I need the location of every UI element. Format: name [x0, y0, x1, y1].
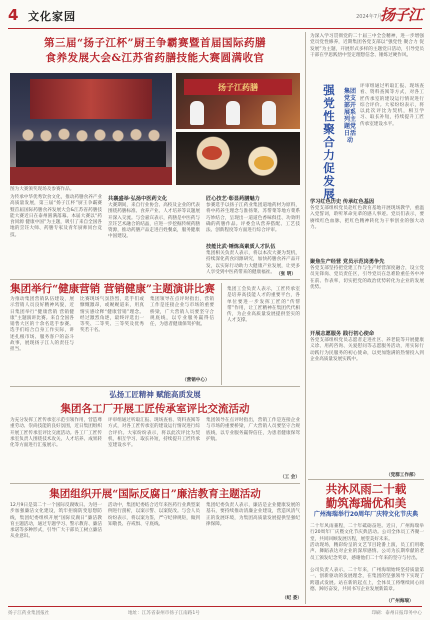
- story6-body-2: 活动现场，精彩纷呈的文艺节目轮番上演，员工们用歌声、舞蹈表达对企业的深厚感情。公司为长期奉献的老员工颁发纪念奖章，感谢他们二十年来的坚守与付出。: [310, 543, 424, 561]
- footer-printer: 印刷：泰州日报印务中心: [371, 611, 422, 616]
- page-header: [8, 6, 422, 29]
- chefs-photo: [176, 73, 300, 129]
- story2-body-1: 为推动集团营销队伍建设，展示营销人员良好精神风貌，近日集团举行“健康营销 营销健康”主题演讲比赛。来自全国各销售大区的十余名选手参赛。选手们结合自身工作实际，讲述扎根市场、服务客户的奋斗故事，展现扬子江人的责任与担当。: [10, 297, 74, 353]
- story5-body-1b: 评审组通过听取汇报、现场查看、资料查阅等方式，对各工匠传承室的建设运行情况进行综合评价。大家纷纷表示，将以此次评比为契机，相互学习、取长补短，持续提升工匠传承室建设水平。: [360, 84, 424, 127]
- issue-date: 2024年7月: [356, 14, 382, 20]
- story1-subhead-2: 匠心技艺·彰显药膳魅力: [206, 196, 260, 202]
- footer-publisher: 扬子江药业集团报社: [8, 611, 50, 616]
- story3-signature: （工 会）: [280, 475, 300, 480]
- story4-body-2: 活动中，集团纪委结合近年来医药行业典型案例进行剖析，以案示警、以案促改。与会人员纷纷表示，将以案为鉴，严守纪律规矩，做到知敬畏、存戒惧、守底线。: [108, 503, 200, 527]
- story2-body-2: 比赛现场气氛热烈，选手们或慷慨激昂，或娓娓道来，用真情实感诠释“健康营销”理念。经过激烈角逐，最终评选出一等奖、二等奖、三等奖及优秀奖若干名。: [80, 297, 144, 334]
- story2-headline: 集团举行“健康营销 营销健康”主题演讲比赛: [10, 283, 215, 295]
- dishes-photo: [176, 132, 300, 185]
- page-footer: [8, 606, 422, 616]
- story3-kicker: 弘扬工匠精神 赋能高质发展: [109, 390, 201, 399]
- story3-headline: 集团各工厂开展工匠传承室评比交流活动: [60, 403, 250, 415]
- story6-body-3: 公司负责人表示，二十年来，广州海瑞始终坚持质量第一、创新驱动的发展理念，在集团的坚强领导下实现了跨越式发展。站在新的起点上，全体员工将继续同心同德、踔厉奋发，共同书写企业发展新篇章。: [310, 568, 424, 592]
- story1-subhead-3: 技能比武·锤炼高素质人才队伍: [206, 244, 276, 250]
- section-title: 文化家园: [28, 10, 76, 23]
- story6-body-1: 二十年风雨兼程，二十年砥砺奋进。近日，广州海瑞举行20周年厂庆暨文化节庆典活动。公司全体员工齐聚一堂，共同回顾发展历程，展望美好未来。: [310, 524, 424, 542]
- story4-body-3: 集团纪委负责人表示，廉洁是企业健康发展的基石，要持续推动清廉企业建设，营造风清气正的发展环境，为集团高质量发展提供坚强纪律保障。: [206, 503, 300, 527]
- story1-body-2: 大赛期间，来自行业协会、高校及企业的代表围绕药膳标准、食养产业、人才培养等议题展开深入交流。与会嘉宾表示，药膳是中医药与烹饪艺术融合的结晶，应进一步挖掘传统药膳资源，推动药膳产品走进百姓餐桌，服务健康中国建设。: [108, 203, 200, 240]
- page-number: 4: [8, 6, 19, 24]
- story5-body-3: 各党支部坚持把党建工作与生产经营深度融合，设立党员先锋岗、党员责任区，引导党员在急难险重任务中冲在前、作表率，切实把党的政治优势转化为企业的发展优势。: [310, 266, 424, 290]
- story5-subhead-1: 学习红色历史 传承红色基因: [310, 199, 375, 205]
- story5-subhead-3: 开展志愿服务 践行初心使命: [310, 331, 375, 337]
- divider: [10, 279, 300, 280]
- story4-body-1: 12月9日是第二十一个国际反腐败日。为进一步加强廉洁文化建设，筑牢拒腐防变思想防线，集团纪委组织开展“国际反腐日”廉洁教育主题活动，通过专题学习、警示教育、廉洁承诺等多种形式，引导广大干部员工树立廉洁从业意识。: [10, 503, 102, 540]
- story5-subhead-2: 聚焦生产经营 党员示范岗勇争先: [310, 259, 385, 265]
- award-ceremony-photo: [10, 73, 172, 185]
- story4-headline: 集团组织开展“国际反腐日”廉洁教育主题活动: [49, 488, 261, 500]
- story1-body-3: 参赛选手以扬子江药业集团道地药材为原料，将中药养生理念与淮扬菜、苏帮菜等地方菜系巧妙结合，呈现出一道道色香味俱佳、功效明确的药膳作品。评委会从营养搭配、工艺技法、创新程度等方面进行综合评审。: [206, 203, 300, 234]
- story1-body-4: 集团相关负责人表示，将以本次大赛为契机，持续深化药食同源研究，加快药膳食养产品开发，以实际行动助力大健康产业发展，让更多人享受到中医药带来的健康福祉。: [206, 251, 300, 275]
- divider: [308, 479, 424, 480]
- story2-signature: （营销中心）: [182, 378, 210, 383]
- column-divider-right: [305, 32, 306, 604]
- story6-headline: 共沐风雨二十载 勤筑海瑞优和美 广州海瑞举行20周年厂庆特文化节庆典: [313, 482, 419, 518]
- story3-body-2: 评审组通过听取汇报、现场查看、资料查阅等方式，对各工匠传承室的建设运行情况进行综合评价。大家纷纷表示，将以此次评比为契机，相互学习、取长补短，持续提升工匠传承室建设水平。: [108, 418, 200, 449]
- photo-caption: 图为大赛颁奖现场及参赛作品。: [10, 187, 75, 192]
- story2-extra: 集团领导在点评时指出，营销工作是连接企业与市场的重要桥梁，广大营销人员要坚守合规底线，以专业服务赢得信任，为患者健康保驾护航。: [206, 418, 300, 442]
- story4-signature: （纪 委）: [282, 596, 302, 601]
- footer-address: 地址：江苏省泰州市扬子江南路1号: [128, 611, 200, 616]
- story1-subhead-1: 共襄盛举·弘扬中医药文化: [108, 196, 168, 202]
- story5-body-2: 各党支部组织党员赴红色教育基地开展现场教学，重温入党誓词，聆听革命先辈的感人事迹。党员们表示，要赓续红色血脉，把红色精神转化为干事创业的强大动力。: [310, 206, 424, 230]
- story3-body-1: 为充分发挥工匠传承室示范引领作用，营造尊重劳动、崇尚技能的良好氛围，近日集团组织开展工匠传承室评比交流活动。各工厂工匠传承室负责人围绕技术攻关、人才培养、成果转化等方面进行汇报展示。: [10, 418, 102, 449]
- story2-body-3: 集团领导在点评时指出，营销工作是连接企业与市场的重要桥梁，广大营销人员要坚守合规底线，以专业服务赢得信任，为患者健康保驾护航。: [150, 297, 214, 328]
- story3-body-3: 集团工会负责人表示，工匠传承室是培养高技能人才的重要平台，各单位要进一步发挥工匠的“传帮带”作用，让工匠精神在集团代代相传，为企业高质量发展提供坚实的人才支撑。: [227, 287, 300, 324]
- story5-body-1: 为深入学习贯彻党的二十届三中全会精神，进一步增强党员党性修养，近期集团各党支部以“强党性 聚合力 促发展”为主题，开展形式多样的主题党日活动，引导党员干部在学思践悟中坚定理想信念、锤炼过硬作风。: [310, 34, 424, 58]
- newspaper-page: 4 文化家园 2024年7月 扬子江 第三届“扬子江杯”厨王争霸赛暨首届国际药膳 食养发展大会&江苏省药膳技能大赛圆满收官 扬子江药膳 图为大赛颁奖现场及参赛作品。 为传承中华优秀饮食文化，推动药膳食养产业高质量发展，第三届“扬子江杯”厨王争霸赛暨首届国际药膳食养发展大会&江苏省药膳技能大赛近日在泰州圆满落幕。本届大赛以“药食同源 健康中国”为主题，吸引了来自全国各地的烹饪大师、药膳专家及青年厨师同台竞技。 共襄盛举·弘扬中医药文化 大赛期间，来自行业协会、高校及企业的代表围绕药膳标准、食养产业、人才培养等议题展开深入交流。与会嘉宾表示，药膳是中医药与烹饪艺术融合的结晶，应进一步挖掘传统药膳资源，推动药膳产品走进百姓餐桌，服务健康中国建设。 匠心技艺·彰显药膳魅力 参赛选手以扬子江药业集团道地药材为原料，将中药养生理念与淮扬菜、苏帮菜等地方菜系巧妙结合，呈现出一道道色香味俱佳、功效明确的药膳作品。评委会从营养搭配、工艺技法、创新程度等方面进行综合评审。 技能比武·锤炼高素质人才队伍 集团相关负责人表示，将以本次大赛为契机，持续深化药食同源研究，加快药膳食养产品开发，以实际行动助力大健康产业发展，让更多人享受到中医药带来的健康福祉。 （张 明） 集团举行“健康营销 营销健康”主题演讲比赛 为推动集团营销队伍建设，展示营销人员良好精神风貌，近日集团举行“健康营销 营销健康”主题演讲比赛。来自全国各销售大区的十余名选手参赛。选手们结合自身工作实际，讲述扎根市场、服务客户的奋斗故事，展现扬子江人的责任与担当。 比赛现场气氛热烈，选手们或慷慨激昂，或娓娓道来，用真情实感诠释“健康营销”理念。经过激烈角逐，最终评选出一等奖、二等奖、三等奖及优秀奖若干名。 集团领导在点评时指出，营销工作是连接企业与市场的重要桥梁，广大营销人员要坚守合规底线，以专业服务赢得信任，为患者健康保驾护航。 （营销中心） 集团工会负责人表示，工匠传承室是培养高技能人才的重要平台，各单位要进一步发挥工匠的“传帮带”作用，让工匠精神在集团代代相传，为企业高质量发展提供坚实的人才支撑。 弘扬工匠精神 赋能高质发展 集团各工厂开展工匠传承室评比交流活动 为充分发挥工匠传承室示范引领作用，营造尊重劳动、崇尚技能的良好氛围，近日集团组织开展工匠传承室评比交流活动。各工厂工匠传承室负责人围绕技术攻关、人才培养、成果转化等方面进行汇报展示。 评审组通过听取汇报、现场查看、资料查阅等方式，对各工匠传承室的建设运行情况进行综合评价。大家纷纷表示，将以此次评比为契机，相互学习、取长补短，持续提升工匠传承室建设水平。 集团领导在点评时指出，营销工作是连接企业与市场的重要桥梁，广大营销人员要坚守合规底线，以专业服务赢得信任，为患者健康保驾护航。 （工 会） 集团组织开展“国际反腐日”廉洁教育主题活动 12月9日是第二十一个国际反腐败日。为进一步加强廉洁文化建设，筑牢拒腐防变思想防线，集团纪委组织开展“国际反腐日”廉洁教育主题活动，通过专题学习、警示教育、廉洁承诺等多种形式，引导广大干部员工树立廉洁从业意识。 活动中，集团纪委结合近年来医药行业典型案例进行剖析，以案示警、以案促改。与会人员纷纷表示，将以案为鉴，严守纪律规矩，做到知敬畏、存戒惧、守底线。 集团纪委负责人表示，廉洁是企业健康发展的基石，要持续推动清廉企业建设，营造风清气正的发展环境，为集团高质量发展提供坚强纪律保障。 （纪 委） 为深入学习贯彻党的二十届三中全会精神，进一步增强党员党性修养，近期集团各党支部以“强党性 聚合力 促发展”为主题，开展形式多样的主题党日活动，引导党员干部在学思践悟中坚定理想信念、锤炼过硬作风。 强党性 聚合力 促发展 集团党支部开展系列主题党日活动 评审组通过听取汇报、现场查看、资料查阅等方式，对各工匠传承室的建设运行情况进行综合评价。大家纷纷表示，将以此次评比为契机，相互学习、取长补短，持续提升工匠传承室建设水平。 学习红色历史 传承红色基因 各党支部组织党员赴红色教育基地开展现场教学，重温入党誓词，聆听革命先辈的感人事迹。党员们表示，要赓续红色血脉，把红色精神转化为干事创业的强大动力。 聚焦生产经营 党员示范岗勇争先 各党支部坚持把党建工作与生产经营深度融合，设立党员先锋岗、党员责任区，引导党员在急难险重任务中冲在前、作表率，切实把党的政治优势转化为企业的发展优势。 开展志愿服务 践行初心使命 各党支部组织党员志愿者走进社区、养老院等开展健康义诊、用药咨询、关爱慰问等志愿服务活动，用实际行动践行为民服务的初心使命，以更加饱满的热情投入到企业高质量发展实践中。 （党群工作部） 共沐风雨二十载 勤筑海瑞优和美 广州海瑞举行20周年厂庆特文化节庆典 二十年风雨兼程，二十年砥砺奋进。近日，广州海瑞举行20周年厂庆暨文化节庆典活动。公司全体员工齐聚一堂，共同回顾发展历程，展望美好未来。 活动现场，精彩纷呈的文艺节目轮番上演，员工们用歌声、舞蹈表达对企业的深厚感情。公司为长期奉献的老员工颁发纪念奖章，感谢他们二十年来的坚守与付出。 公司负责人表示，二十年来，广州海瑞始终坚持质量第一、创新驱动的发展理念，在集团的坚强领导下实现了跨越式发展。站在新的起点上，全体员工将继续同心同德、踔厉奋发，共同书写企业发展新篇章。 （广州海瑞） 扬子江药业集团报社 地址：江苏省泰州市扬子江南路1号 印刷：泰州日报印务中心: [8, 6, 424, 616]
- column-divider: [221, 283, 222, 385]
- story5-signature: （党群工作部）: [386, 473, 419, 478]
- story6-signature: （广州海瑞）: [386, 599, 414, 604]
- story5-body-4: 各党支部组织党员志愿者走进社区、养老院等开展健康义诊、用药咨询、关爱慰问等志愿服务活动，用实际行动践行为民服务的初心使命，以更加饱满的热情投入到企业高质量发展实践中。: [310, 338, 424, 362]
- story1-signature: （张 明）: [276, 272, 296, 277]
- story1-body-1: 为传承中华优秀饮食文化，推动药膳食养产业高质量发展，第三届“扬子江杯”厨王争霸赛暨首届国际药膳食养发展大会&江苏省药膳技能大赛近日在泰州圆满落幕。本届大赛以“药食同源 健康中国”为主题，吸引了来自全国各地的烹饪大师、药膳专家及青年厨师同台竞技。: [10, 195, 102, 238]
- masthead-logo: 扬子江: [379, 6, 422, 24]
- story1-headline: 第三届“扬子江杯”厨王争霸赛暨首届国际药膳 食养发展大会&江苏省药膳技能大赛圆满收官: [43, 37, 267, 64]
- divider: [10, 483, 300, 484]
- photo-banner-text: 扬子江药膳: [218, 82, 258, 92]
- divider: [10, 386, 300, 387]
